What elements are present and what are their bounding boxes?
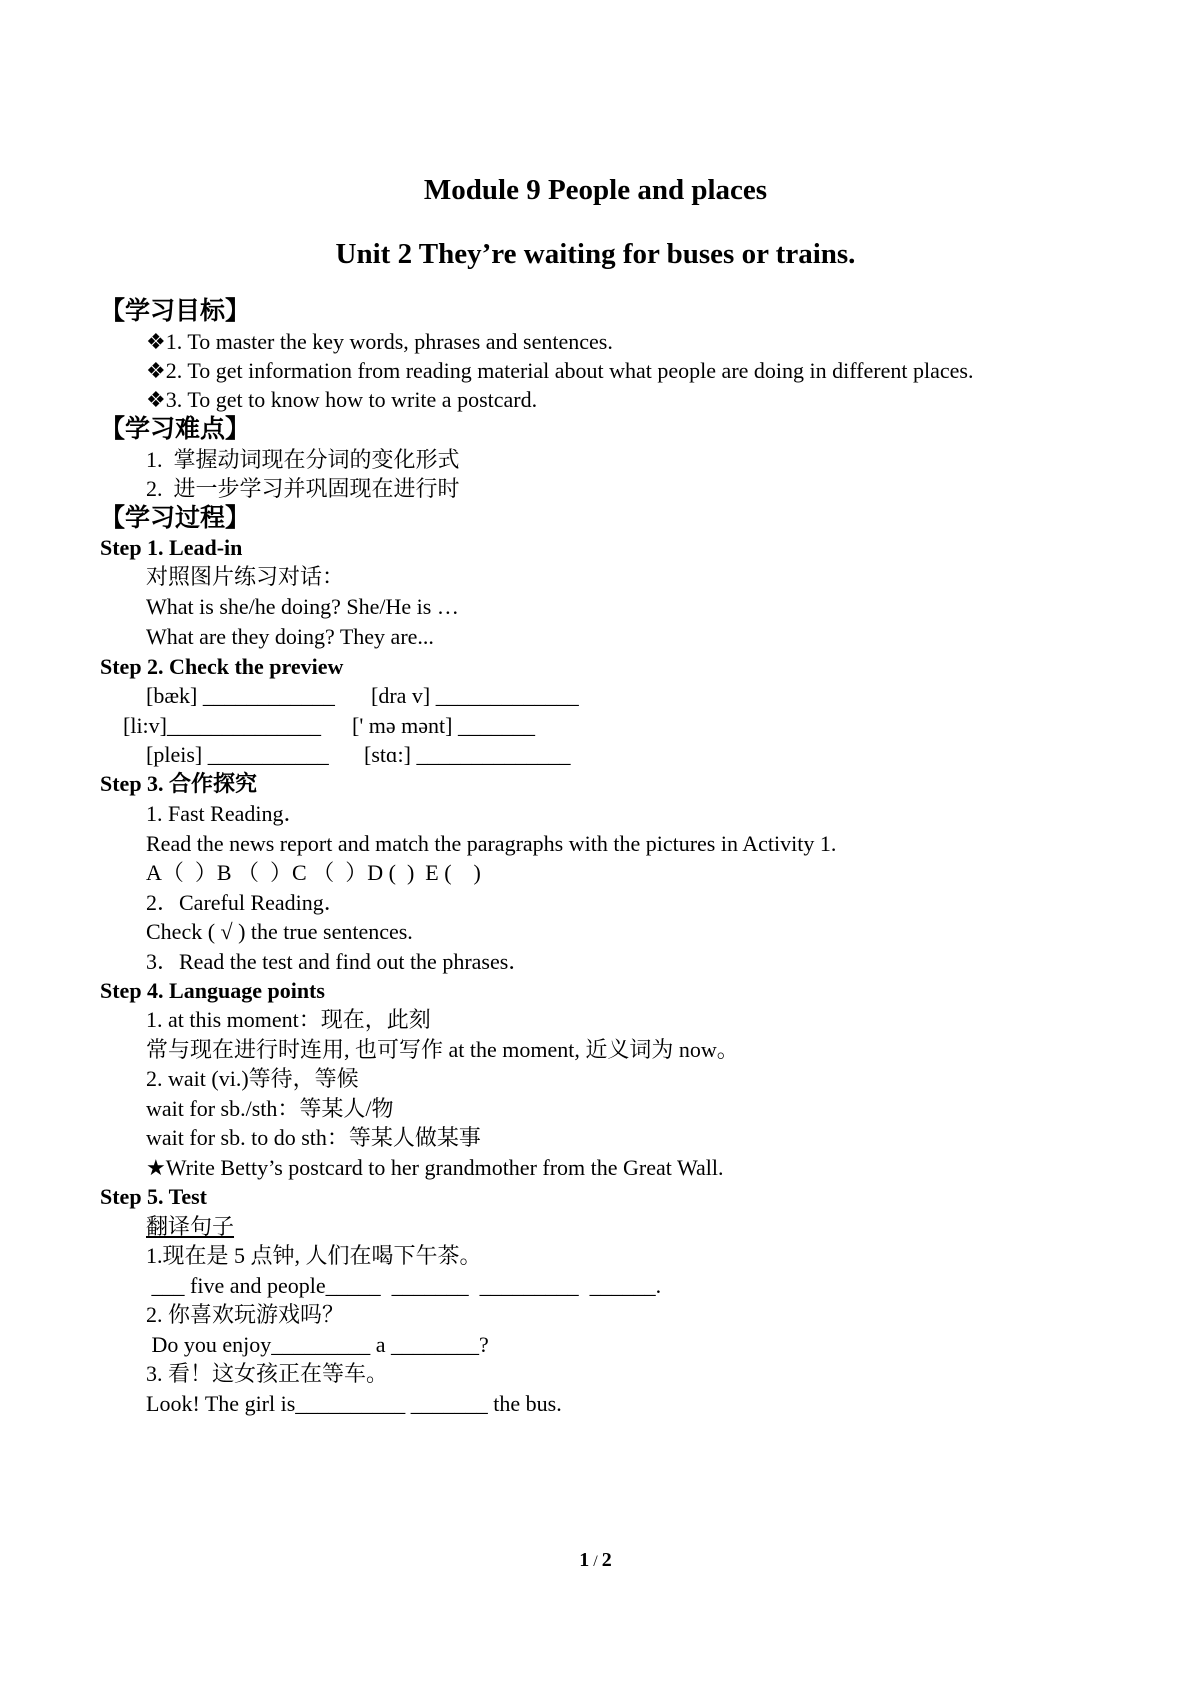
test-line: Do you enjoy_________ a ________?: [146, 1332, 489, 1357]
step4-line: wait for sb. to do sth：等某人做某事: [146, 1125, 481, 1150]
step1-line: What are they doing? They are...: [146, 624, 434, 649]
test-line: 1.现在是 5 点钟, 人们在喝下午茶。: [146, 1243, 482, 1268]
phonetic-blank: [li:v]______________: [123, 713, 321, 738]
phonetic-blank: [dra v] _____________: [371, 683, 579, 708]
test-line: Look! The girl is__________ _______ the bus.: [146, 1391, 562, 1416]
step1-line: 对照图片练习对话：: [146, 564, 345, 589]
step4-line: 常与现在进行时连用, 也可写作 at the moment, 近义词为 now。: [146, 1037, 739, 1062]
document-subtitle: Unit 2 They’re waiting for buses or trains.: [335, 238, 856, 270]
step1-heading: Step 1. Lead-in: [100, 535, 243, 560]
objective-item: ❖3. To get to know how to write a postcard.: [146, 387, 538, 412]
phonetic-blank: [bæk] ____________: [146, 683, 335, 708]
test-line: 2. 你喜欢玩游戏吗？: [146, 1302, 345, 1327]
step4-line: wait for sb./sth：等某人/物: [146, 1096, 394, 1121]
step3-heading: Step 3. 合作探究: [100, 771, 258, 796]
step4-line: 2. wait (vi.)等待，等候: [146, 1066, 359, 1091]
test-line: ___ five and people_____ _______ _________ ______.: [146, 1273, 662, 1298]
objective-item: ❖2. To get information from reading material about what people are doing in different places.: [146, 358, 974, 383]
phonetic-blank: [' mə mənt] _______: [352, 713, 535, 738]
section-objectives: 【学习目标】: [100, 296, 251, 325]
step3-line: Read the news report and match the paragraphs with the pictures in Activity 1.: [146, 831, 837, 856]
test-line: 3. 看！这女孩正在等车。: [146, 1361, 389, 1386]
step5-subheading: 翻译句子: [146, 1214, 235, 1239]
step5-heading: Step 5. Test: [100, 1184, 207, 1209]
step1-line: What is she/he doing? She/He is …: [146, 594, 459, 619]
document-title: Module 9 People and places: [423, 174, 768, 206]
phonetic-blank: [stɑ:] ______________: [364, 742, 571, 767]
difficulty-item: 2. 进一步学习并巩固现在进行时: [146, 476, 460, 501]
step3-line: A（ ）B （ ）C （ ）D ( ) E ( ): [146, 860, 481, 885]
phonetic-blank: [pleis] ___________: [146, 742, 329, 767]
step2-heading: Step 2. Check the preview: [100, 654, 344, 679]
page-total: 2: [601, 1549, 612, 1571]
page-separator: /: [589, 1553, 602, 1570]
page-number: [0, 1549, 1191, 1572]
step3-line: 3．Read the test and find out the phrases．: [146, 949, 531, 974]
difficulty-item: 1. 掌握动词现在分词的变化形式: [146, 447, 460, 472]
objective-item: ❖1. To master the key words, phrases and sentences.: [146, 329, 613, 354]
section-process: 【学习过程】: [100, 503, 251, 532]
step3-line: 2．Careful Reading．: [146, 890, 346, 915]
step3-line: 1. Fast Reading．: [146, 801, 306, 826]
step4-heading: Step 4. Language points: [100, 978, 325, 1003]
step3-line: Check ( √ ) the true sentences.: [146, 919, 413, 944]
page-current: 1: [579, 1549, 590, 1571]
step4-line: ★Write Betty’s postcard to her grandmother from the Great Wall.: [146, 1155, 724, 1180]
section-difficulties: 【学习难点】: [100, 414, 251, 443]
step4-line: 1. at this moment：现在，此刻: [146, 1007, 431, 1032]
